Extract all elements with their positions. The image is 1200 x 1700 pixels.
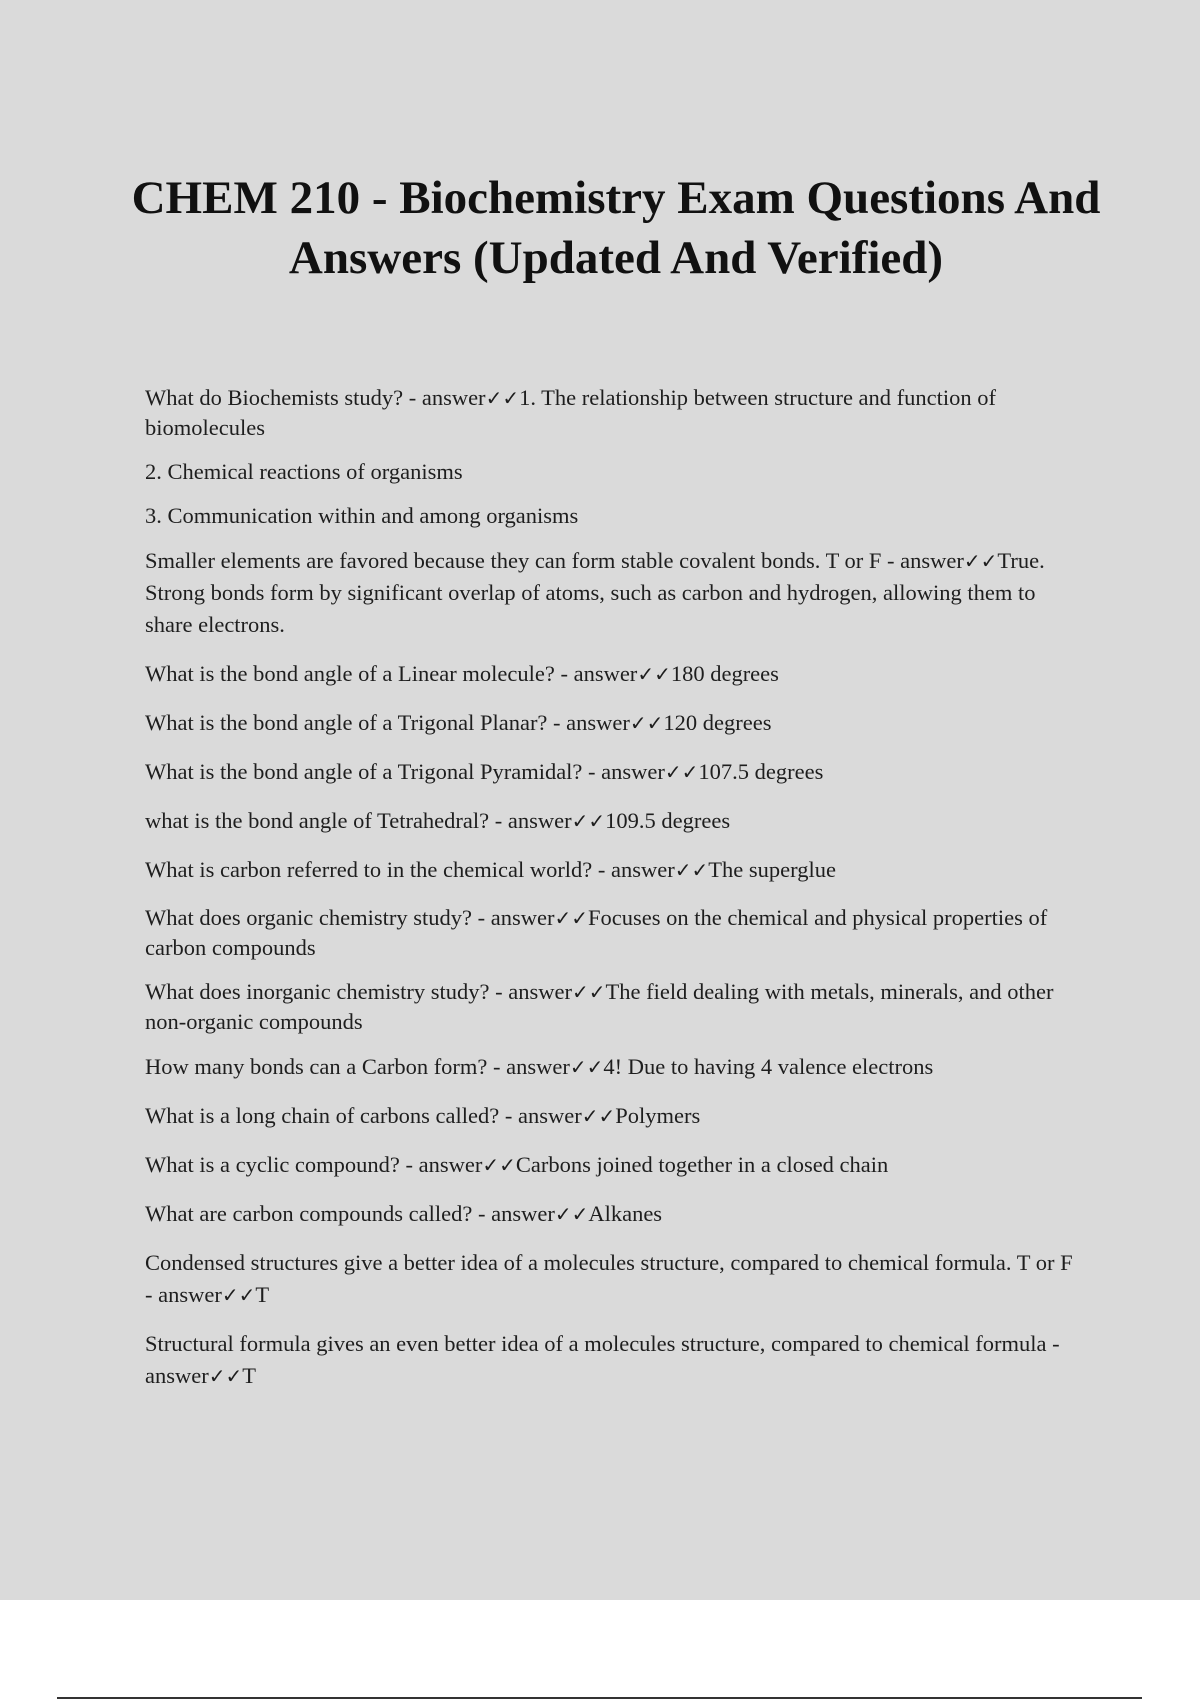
answer-text: Polymers — [615, 1103, 701, 1128]
question-text: What is a cyclic compound? - answer — [145, 1152, 483, 1177]
qa-item — [145, 805, 1085, 837]
qa-list — [145, 383, 1085, 1409]
question-text: Smaller elements are favored because they can form stable covalent bonds. T or F - answer — [145, 548, 964, 573]
qa-item — [145, 658, 1085, 690]
answer-text: 180 degrees — [670, 661, 779, 686]
question-text: Condensed structures give a better idea of a molecules structure, compared to chemical formula. T or F - answer — [145, 1250, 1073, 1307]
double-check-icon: ✓✓ — [485, 386, 520, 410]
double-check-icon: ✓✓ — [571, 980, 606, 1004]
double-check-icon: ✓✓ — [554, 1202, 589, 1226]
qa-item — [145, 1247, 1085, 1311]
double-check-icon: ✓✓ — [571, 809, 606, 833]
qa-item — [145, 1198, 1085, 1230]
answer-text: Focuses on the chemical and physical properties of carbon compounds — [145, 905, 1048, 960]
qa-item — [145, 1100, 1085, 1132]
double-check-icon: ✓✓ — [569, 1055, 604, 1079]
question-text: What is a long chain of carbons called? - answer — [145, 1103, 582, 1128]
answer-text: 109.5 degrees — [605, 808, 731, 833]
answer-text: 4! Due to having 4 valence electrons — [603, 1054, 934, 1079]
question-text: Structural formula gives an even better idea of a molecules structure, compared to chemical formula - answer — [145, 1331, 1060, 1388]
answer-text: Carbons joined together in a closed chain — [515, 1152, 889, 1177]
question-text: What does inorganic chemistry study? - answer — [145, 979, 572, 1004]
question-text: What is the bond angle of a Trigonal Pyramidal? - answer — [145, 759, 665, 784]
qa-item — [145, 1149, 1085, 1181]
question-text: What are carbon compounds called? - answer — [145, 1201, 555, 1226]
question-text: what is the bond angle of Tetrahedral? - answer — [145, 808, 572, 833]
double-check-icon: ✓✓ — [637, 662, 671, 686]
answer-text: The superglue — [708, 857, 836, 882]
qa-item — [145, 756, 1085, 788]
qa-item — [145, 903, 1085, 963]
double-check-icon: ✓✓ — [554, 906, 588, 930]
answer-text: T — [242, 1363, 256, 1388]
double-check-icon: ✓✓ — [482, 1153, 516, 1177]
qa-item — [145, 383, 1085, 443]
question-text: What is the bond angle of a Linear molecule? - answer — [145, 661, 638, 686]
double-check-icon: ✓✓ — [221, 1283, 256, 1307]
double-check-icon: ✓✓ — [581, 1104, 616, 1128]
double-check-icon: ✓✓ — [629, 711, 664, 735]
answer-text: 107.5 degrees — [698, 759, 824, 784]
question-text: What is carbon referred to in the chemical world? - answer — [145, 857, 675, 882]
double-check-icon: ✓✓ — [208, 1364, 243, 1388]
document-title: CHEM 210 - Biochemistry Exam Questions And Answers (Updated And Verified) — [131, 172, 1101, 284]
footer-divider — [57, 1697, 1142, 1699]
answer-text: T — [255, 1282, 270, 1307]
list-text: 2. Chemical reactions of organisms — [145, 459, 463, 484]
answer-text: True. Strong bonds form by significant overlap of atoms, such as carbon and hydrogen, allowing them to share electrons. — [145, 548, 1045, 637]
qa-item — [145, 707, 1085, 739]
question-text: How many bonds can a Carbon form? - answer — [145, 1054, 570, 1079]
question-text: What is the bond angle of a Trigonal Planar? - answer — [145, 710, 630, 735]
answer-text: Alkanes — [588, 1201, 663, 1226]
qa-item — [145, 545, 1085, 641]
question-text: What do Biochemists study? - answer — [145, 385, 486, 410]
answer-text: The field dealing with metals, minerals, and other non-organic compounds — [145, 979, 1054, 1034]
qa-item — [145, 854, 1085, 886]
qa-item — [145, 977, 1085, 1037]
qa-item — [145, 1328, 1085, 1392]
double-check-icon: ✓✓ — [963, 549, 998, 573]
qa-item — [145, 457, 1085, 487]
answer-text: 1. The relationship between structure and function of biomolecules — [145, 385, 997, 440]
question-text: What does organic chemistry study? - answer — [145, 905, 555, 930]
double-check-icon: ✓✓ — [664, 760, 699, 784]
qa-item — [145, 501, 1085, 531]
list-text: 3. Communication within and among organisms — [145, 503, 579, 528]
double-check-icon: ✓✓ — [674, 858, 709, 882]
qa-item — [145, 1051, 1085, 1083]
answer-text: 120 degrees — [663, 710, 772, 735]
